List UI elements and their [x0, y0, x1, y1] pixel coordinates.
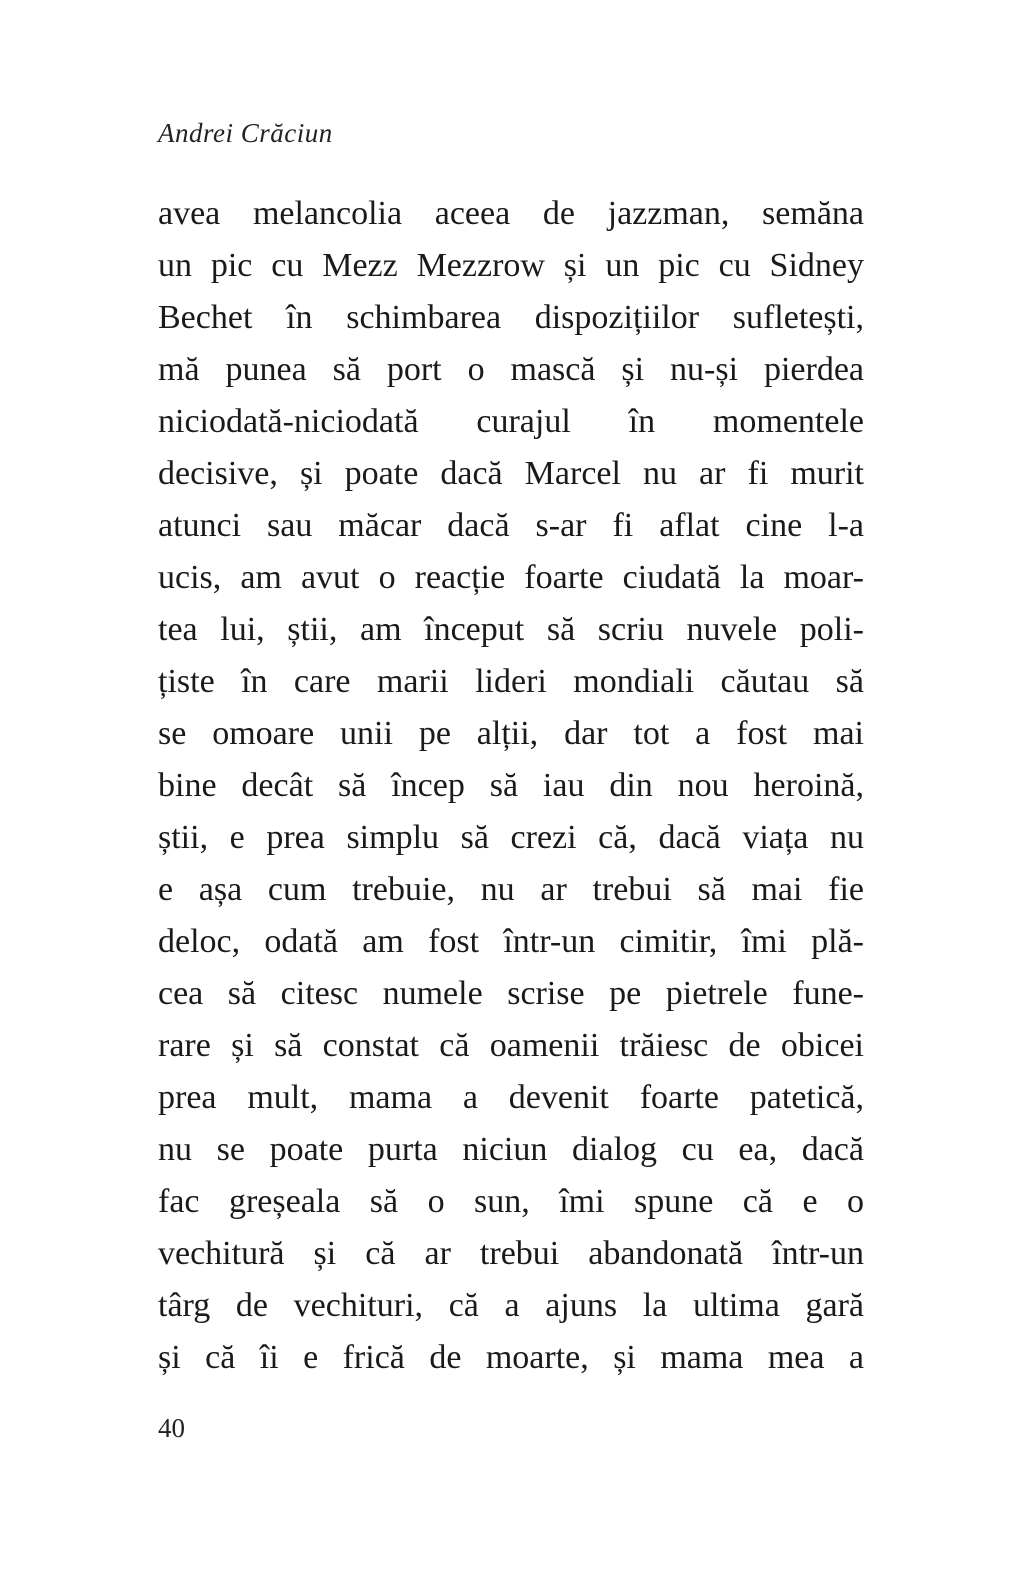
text-line: țiste în care marii lideri mondiali căutau să	[158, 663, 864, 700]
text-line: se omoare unii pe alții, dar tot a fost mai	[158, 715, 864, 752]
text-line: deloc, odată am fost într-un cimitir, îmi plă-	[158, 923, 864, 960]
running-head-author: Andrei Crăciun	[158, 118, 333, 148]
text-line: știi, e prea simplu să crezi că, dacă viața nu	[158, 819, 864, 856]
body-text	[158, 188, 864, 1384]
text-line: decisive, și poate dacă Marcel nu ar fi murit	[158, 455, 864, 492]
text-line: prea mult, mama a devenit foarte patetică,	[158, 1079, 864, 1116]
text-line: mă punea să port o mască și nu-și pierdea	[158, 351, 864, 388]
text-line: niciodată-niciodată curajul în momentele	[158, 403, 864, 440]
text-line: ucis, am avut o reacție foarte ciudată la moar-	[158, 559, 864, 596]
text-line: atunci sau măcar dacă s-ar fi aflat cine l-a	[158, 507, 864, 544]
text-line: și că îi e frică de moarte, și mama mea a	[158, 1339, 864, 1376]
text-line: tea lui, știi, am început să scriu nuvele poli-	[158, 611, 864, 648]
text-line: vechitură și că ar trebui abandonată într-un	[158, 1235, 864, 1272]
text-line: nu se poate purta niciun dialog cu ea, dacă	[158, 1131, 864, 1168]
text-line: Bechet în schimbarea dispozițiilor sufletești,	[158, 299, 864, 336]
page-number: 40	[158, 1413, 185, 1443]
text-line: cea să citesc numele scrise pe pietrele fune-	[158, 975, 864, 1012]
text-line: rare și să constat că oamenii trăiesc de obicei	[158, 1027, 864, 1064]
text-line: e așa cum trebuie, nu ar trebui să mai fie	[158, 871, 864, 908]
text-line: fac greșeala să o sun, îmi spune că e o	[158, 1183, 864, 1220]
text-line: târg de vechituri, că a ajuns la ultima gară	[158, 1287, 864, 1324]
text-line: avea melancolia aceea de jazzman, semăna	[158, 195, 864, 232]
text-line: bine decât să încep să iau din nou heroină,	[158, 767, 864, 804]
text-line: un pic cu Mezz Mezzrow și un pic cu Sidney	[158, 247, 864, 284]
